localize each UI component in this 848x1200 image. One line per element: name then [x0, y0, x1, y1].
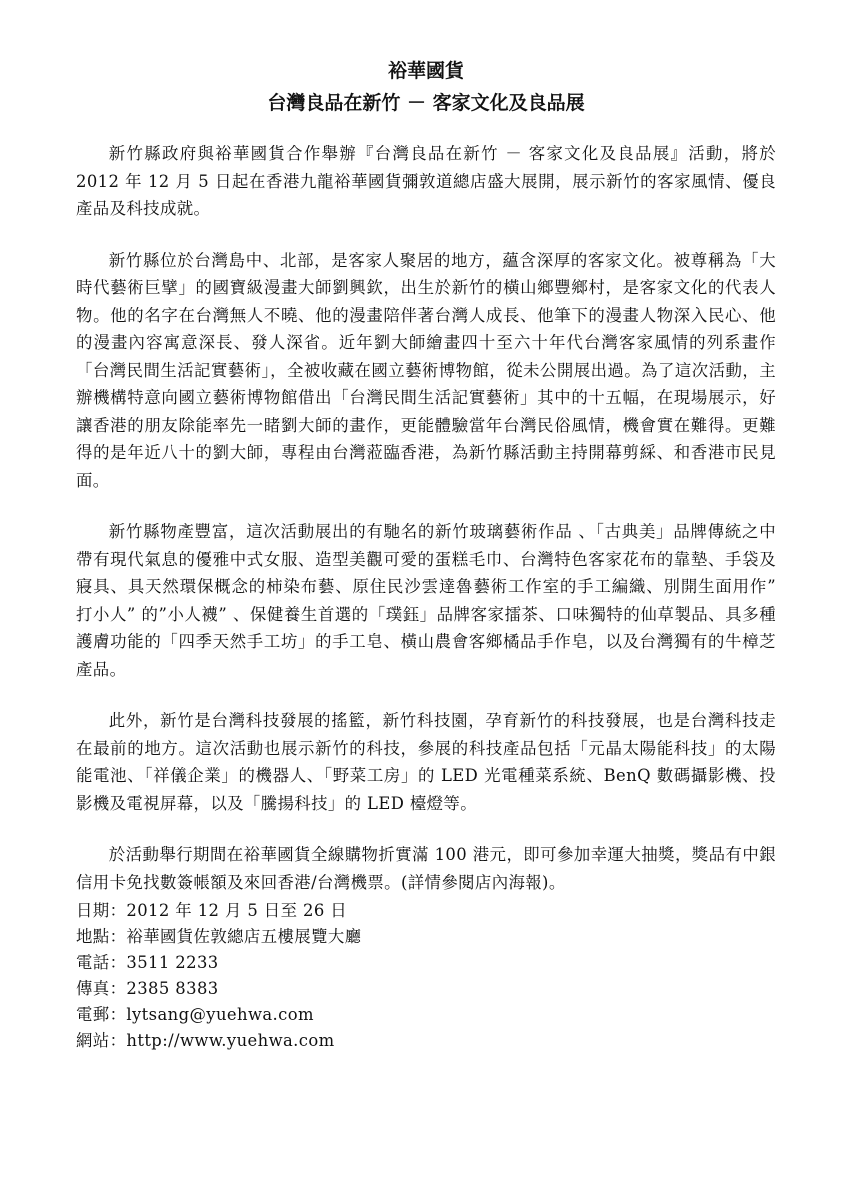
- lucky-draw-paragraph: 於活動舉行期間在裕華國貨全線購物折實滿 100 港元，即可參加幸運大抽獎，獎品有中銀信用卡免找數簽帳額及來回香港/台灣機票。(詳情參閱店內海報)。: [76, 845, 776, 892]
- contact-phone: 電話：3511 2233: [76, 953, 219, 972]
- intro-paragraph: 新竹縣政府與裕華國貨合作舉辦『台灣良品在新竹 － 客家文化及良品展』活動，將於 2012 年 12 月 5 日起在香港九龍裕華國貨彌敦道總店盛大展開，展示新竹的客家風情、優良產品及科技成就。: [76, 144, 776, 218]
- technology-paragraph: 此外，新竹是台灣科技發展的搖籃，新竹科技園，孕育新竹的科技發展，也是台灣科技走在最前的地方。這次活動也展示新竹的科技，參展的科技產品包括「元晶太陽能科技」的太陽能電池、「祥儀企業」的機器人、「野菜工房」的 LED 光電種菜系統、BenQ 數碼攝影機、投影機及電視屏幕，以及「騰揚科技」的 LED 檯燈等。: [76, 711, 776, 813]
- event-info: [76, 898, 776, 1054]
- press-release-page: [76, 56, 776, 1054]
- contact-email: 電郵：lytsang@yuehwa.com: [76, 1005, 314, 1024]
- body-text: [76, 140, 776, 896]
- event-date: 日期：2012 年 12 月 5 日至 26 日: [76, 901, 348, 920]
- hakka-culture-paragraph: 新竹縣位於台灣島中、北部，是客家人聚居的地方，蘊含深厚的客家文化。被尊稱為「大時代藝術巨擘」的國寶級漫畫大師劉興欽，出生於新竹的橫山鄉豐鄉村，是客家文化的代表人物。他的名字在台灣無人不曉、他的漫畫陪伴著台灣人成長、他筆下的漫畫人物深入民心、他的漫畫內容寓意深長、發人深省。近年劉大師繪畫四十至六十年代台灣客家風情的列系畫作「台灣民間生活記實藝術」，全被收藏在國立藝術博物館，從未公開展出過。為了這次活動，主辦機構特意向國立藝術博物館借出「台灣民間生活記實藝術」其中的十五幅，在現場展示，好讓香港的朋友除能率先一睹劉大師的畫作，更能體驗當年台灣民俗風情，機會實在難得。更難得的是年近八十的劉大師，專程由台灣蒞臨香港，為新竹縣活動主持開幕剪綵、和香港市民見面。: [76, 250, 776, 490]
- contact-website: 網站：http://www.yuehwa.com: [76, 1031, 335, 1050]
- store-name-heading: 裕華國貨: [387, 60, 464, 82]
- event-title-heading: 台灣良品在新竹 － 客家文化及良品展: [267, 92, 585, 114]
- contact-fax: 傳真：2385 8383: [76, 979, 219, 998]
- event-venue: 地點：裕華國貨佐敦總店五樓展覽大廳: [76, 927, 362, 946]
- products-paragraph: 新竹縣物產豐富，這次活動展出的有馳名的新竹玻璃藝術作品 、「古典美」品牌傳統之中帶有現代氣息的優雅中式女服、造型美觀可愛的蛋糕毛巾、台灣特色客家花布的靠墊、手袋及寢具、具天然環保概念的柿染布藝、原住民沙雲達魯藝術工作室的手工編織、別開生面用作” 打小人” 的”小人襪” 、保健養生首選的「璞鈺」品牌客家擂茶、口味獨特的仙草製品、具多種護膚功能的「四季天然手工坊」的手工皂、橫山農會客鄉橘品手作皂，以及台灣獨有的牛樟芝產品。: [76, 522, 776, 679]
